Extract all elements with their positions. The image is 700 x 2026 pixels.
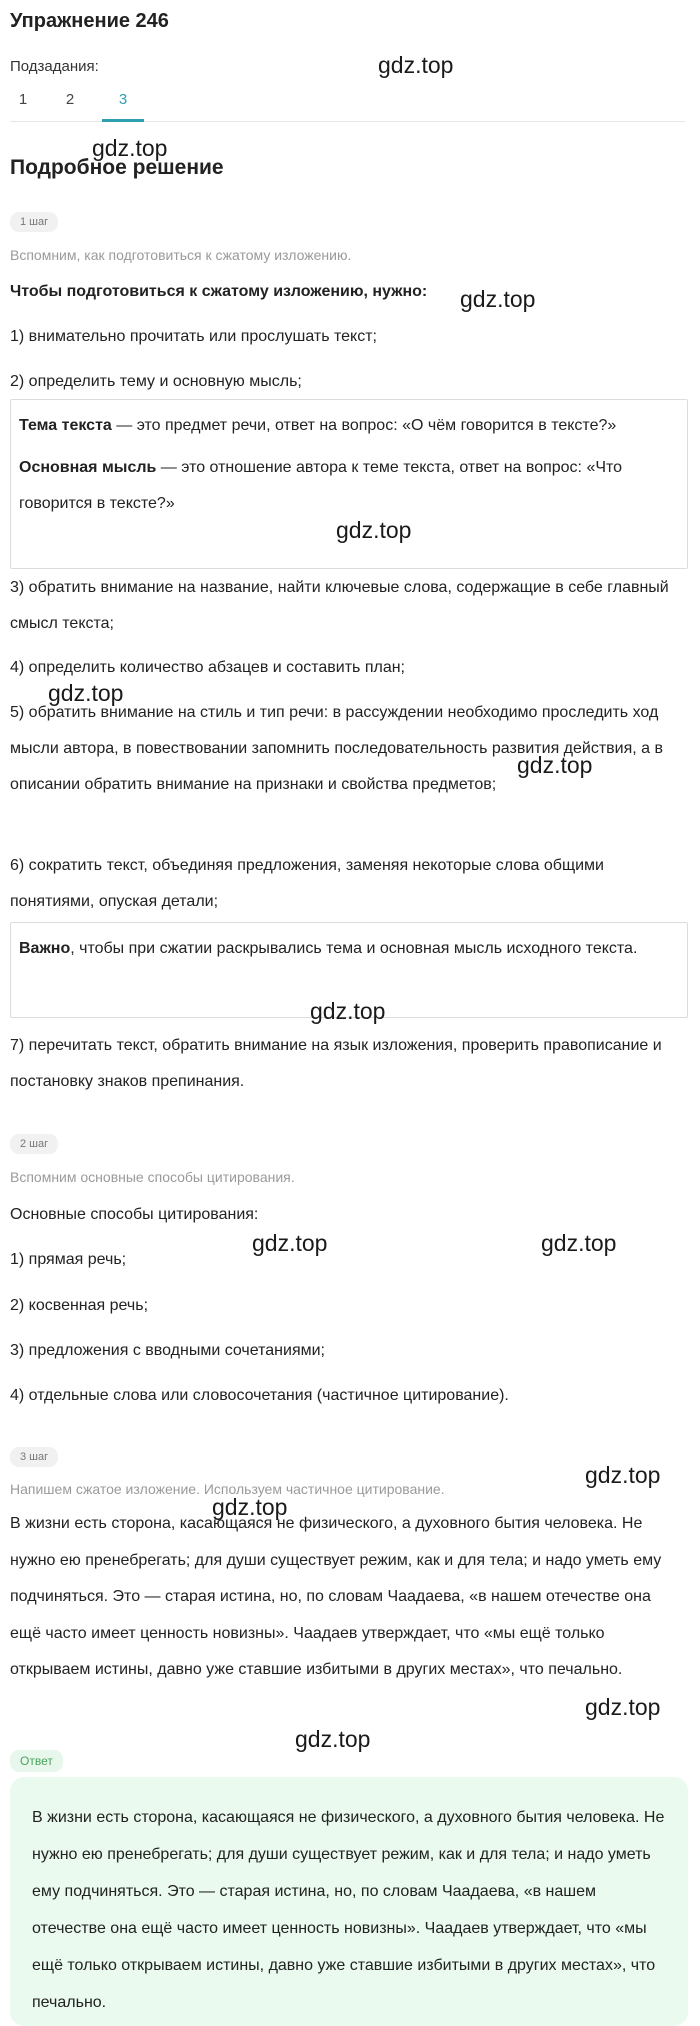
step-1-badge: 1 шаг — [10, 212, 58, 232]
step-1-item-6: 6) сократить текст, объединяя предложения, заменяя некоторые слова общими понятиями, опуская детали; — [10, 857, 604, 910]
tab-1[interactable]: 1 — [18, 91, 28, 108]
def-idea: — это отношение автора к теме текста, ответ на вопрос: «Что говорится в тексте?» — [19, 459, 623, 512]
answer-badge: Ответ — [10, 1750, 63, 1772]
answer-text: В жизни есть сторона, касающаяся не физического, а духовного бытия человека. Не нужно ею пренебрегать; для души существует режим, как и для тела; и надо уметь ему подчиняться. Это — старая истина, но, по словам Чаадаева, «в нашем отечестве она ещё часто имеет ценность новизны». Чаадаев утверждает, что «мы ещё только открываем истины, давно уже ставшие избитыми в других местах», что печально. — [32, 1809, 665, 2011]
step-1-item-1: 1) внимательно прочитать или прослушать текст; — [10, 328, 377, 345]
note-theme — [19, 408, 679, 444]
step-2-hint: Вспомним основные способы цитирования. — [10, 1169, 295, 1185]
term-theme: Тема текста — [19, 417, 112, 434]
watermark: gdz.top — [585, 1462, 661, 1488]
watermark: gdz.top — [460, 286, 536, 312]
def-theme: — это предмет речи, ответ на вопрос: «О чём говорится в тексте?» — [111, 417, 617, 434]
step-3-hint: Напишем сжатое изложение. Используем частичное цитирование. — [10, 1481, 445, 1497]
step-1-item-7: 7) перечитать текст, обратить внимание на язык изложения, проверить правописание и постановку знаков препинания. — [10, 1037, 662, 1090]
watermark: gdz.top — [92, 135, 168, 161]
step-2-item-2: 2) косвенная речь; — [10, 1297, 149, 1314]
watermark: gdz.top — [212, 1494, 288, 1520]
note-important-text — [19, 931, 679, 967]
step-1-item-4: 4) определить количество абзацев и составить план; — [10, 659, 405, 676]
step-1-hint: Вспомним, как подготовиться к сжатому изложению. — [10, 247, 352, 263]
section-title: Подробное решение — [10, 156, 224, 179]
watermark: gdz.top — [378, 52, 454, 78]
step-2-item-1: 1) прямая речь; — [10, 1251, 127, 1268]
step-2-item-4: 4) отдельные слова или словосочетания (частичное цитирование). — [10, 1387, 509, 1404]
step-1-item-5: 5) обратить внимание на стиль и тип речи: в рассуждении необходимо проследить ход мысли автора, в повествовании запомнить последовательность развития действия, а в описании обратить внимание на признаки и свойства предметов; — [10, 704, 664, 793]
watermark: gdz.top — [517, 752, 593, 778]
step-1-item-3: 3) обратить внимание на название, найти ключевые слова, содержащие в себе главный смысл текста; — [10, 579, 669, 632]
tab-2[interactable]: 2 — [65, 91, 75, 108]
watermark: gdz.top — [585, 1694, 661, 1720]
step-3-badge: 3 шаг — [10, 1447, 58, 1467]
term-important: Важно — [19, 940, 71, 957]
watermark: gdz.top — [541, 1230, 617, 1256]
step-2-intro: Основные способы цитирования: — [10, 1206, 259, 1223]
note-idea — [19, 450, 679, 522]
watermark: gdz.top — [336, 517, 412, 543]
watermark: gdz.top — [310, 998, 386, 1024]
term-idea: Основная мысль — [19, 459, 157, 476]
watermark: gdz.top — [48, 680, 124, 706]
watermark: gdz.top — [252, 1230, 328, 1256]
step-1-intro: Чтобы подготовиться к сжатому изложению, нужно: — [10, 283, 428, 300]
step-2-badge: 2 шаг — [10, 1134, 58, 1154]
answer-box — [10, 1777, 688, 2026]
step-3-text: В жизни есть сторона, касающаяся не физического, а духовного бытия человека. Не нужно ею пренебрегать; для души существует режим, как и для тела; и надо уметь ему подчиняться. Это — старая истина, но, по словам Чаадаева, «в нашем отечестве она ещё часто имеет ценность новизны». Чаадаев утверждает, что «мы ещё только открываем истины, давно уже ставшие избитыми в других местах», что печально. — [10, 1515, 662, 1678]
page-title: Упражнение 246 — [10, 10, 169, 32]
tab-3[interactable]: 3 — [102, 91, 144, 122]
subtasks-label: Подзадания: — [10, 58, 99, 75]
watermark: gdz.top — [295, 1726, 371, 1752]
important-text: , чтобы при сжатии раскрывались тема и основная мысль исходного текста. — [70, 940, 638, 957]
step-1-item-2: 2) определить тему и основную мысль; — [10, 373, 302, 390]
step-2-item-3: 3) предложения с вводными сочетаниями; — [10, 1342, 325, 1359]
subtask-tabs — [10, 82, 685, 122]
